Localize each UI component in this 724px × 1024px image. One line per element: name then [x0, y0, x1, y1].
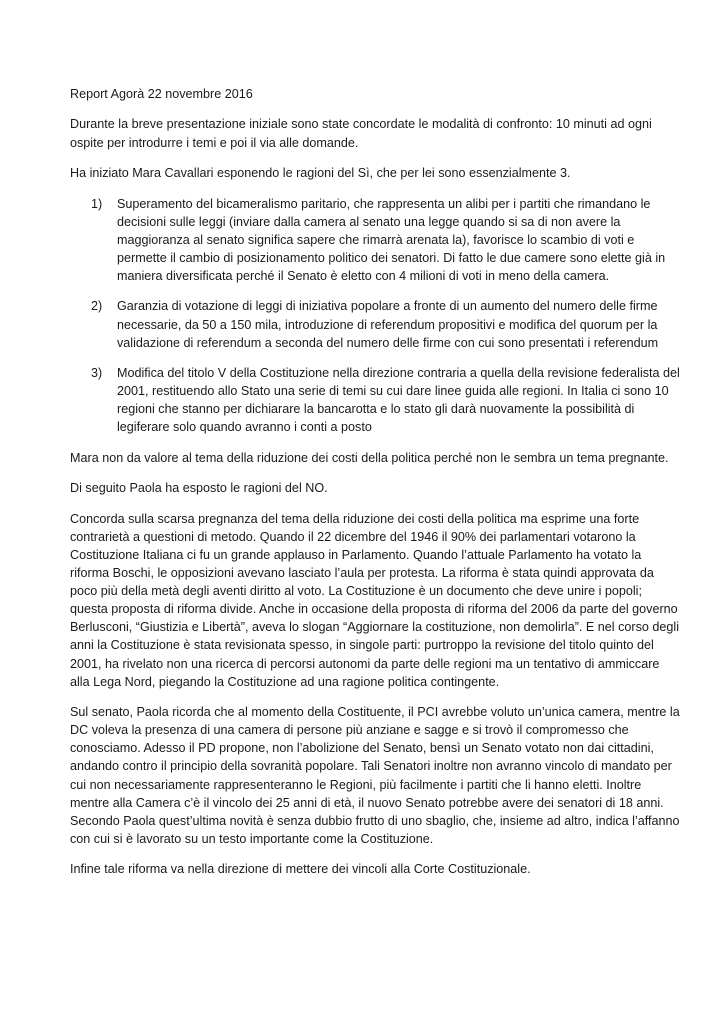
list-item-number: 3) — [91, 366, 103, 381]
list-item — [70, 195, 682, 285]
body-paragraph: Concorda sulla scarsa pregnanza del tema della riduzione dei costi della politica ma esprime una forte contrarietà a questioni di metodo. Quando il 22 dicembre del 1946 il 90% dei parlamentari votarono la Costituzione Italiana ci fu un grande applauso in Parlamento. Quando l’attuale Parlamento ha votato la riforma Boschi, le opposizioni avevano lasciato l’aula per protesta. La riforma è stata quindi approvata da poco più della metà degli aventi diritto al voto. La Costituzione è un documento che deve unire i popoli; questa proposta di riforma divide. Anche in occasione della proposta di riforma del 2006 da parte del governo Berlusconi, “Giustizia e Libertà”, aveva lo slogan “Aggiornare la costituzione, non demolirla”. E nel corso degli anni la Costituzione è stata revisionata spesso, in singole parti: purtroppo la revisione del titolo quinto del 2001, ha rivelato non una ricerca di percorsi autonomi da parte delle regioni ma un tentativo di ammiccare alla Lega Nord, piegando la Costituzione ad una ragione politica contingente. — [70, 511, 680, 689]
list-item-text: Modifica del titolo V della Costituzione nella direzione contraria a quella della revisione federalista del 2001, restituendo allo Stato una serie di temi su cui dare linee guida alle regioni. In Italia ci sono 10 regioni che stanno per dichiarare la bancarotta e lo stato gli darà nuovamente la possibilità di legiferare solo quando avranno i conti a posto — [117, 366, 680, 435]
body-paragraph: Sul senato, Paola ricorda che al momento della Costituente, il PCI avrebbe voluto un’unica camera, mentre la DC voleva la presenza di una camera di persone più anziane e sagge e si trovò il compromesso che conosciamo. Adesso il PD propone, non l’abolizione del Senato, bensì un Senato votato non dai cittadini, andando contro il principio della sovranità popolare. Tali Senatori inoltre non avranno vincolo di mandato per cui non necessariamente rappresenteranno le Regioni, più facilmente i partiti che li hanno eletti. Inoltre mentre alla Camera c’è il vincolo dei 25 anni di età, il nuovo Senato potrebbe avere dei senatori di 18 anni. Secondo Paola quest’ultima novità è senza dubbio frutto di uno sbaglio, che, insieme ad altro, indica l’affanno con cui si è lavorato su un testo importante come la Costituzione. — [70, 705, 680, 846]
list-item-text: Superamento del bicameralismo paritario, che rappresenta un alibi per i partiti che rimandano le decisioni sulle leggi (inviare dalla camera al senato una legge quando si sa di non avere la maggioranza al senato significa sapere che rimarrà arenata la), favorisce lo scambio di voti e permette il cambio di posizionamento politico dei senatori. Di fatto le due camere sono elette già in maniera diversificata perché il Senato è eletto con 4 milioni di voti in meno della camera. — [117, 196, 666, 283]
body-paragraph: Di seguito Paola ha esposto le ragioni del NO. — [70, 481, 328, 496]
list-item-text: Garanzia di votazione di leggi di iniziativa popolare a fronte di un aumento del numero delle firme necessarie, da 50 a 150 mila, introduzione di referendum propositivi e modifica del quorum per la validazione di referendum a seconda del numero delle firme con cui sono presentati i referendum — [117, 299, 659, 350]
body-paragraph: Infine tale riforma va nella direzione di mettere dei vincoli alla Corte Costituzionale. — [70, 862, 531, 877]
reasons-list — [70, 195, 682, 437]
document-title: Report Agorà 22 novembre 2016 — [70, 87, 253, 101]
opening-paragraph: Ha iniziato Mara Cavallari esponendo le ragioni del Sì, che per lei sono essenzialmente 3. — [70, 166, 571, 181]
intro-paragraph: Durante la breve presentazione iniziale sono state concordate le modalità di confronto: 10 minuti ad ogni ospite per introdurre i temi e poi il via alle domande. — [70, 117, 652, 150]
list-item-number: 1) — [91, 196, 103, 211]
document-page — [70, 85, 682, 891]
body-paragraph: Mara non da valore al tema della riduzione dei costi della politica perché non le sembra un tema pregnante. — [70, 450, 669, 465]
list-item — [70, 364, 682, 436]
list-item-number: 2) — [91, 299, 103, 314]
list-item — [70, 297, 682, 351]
